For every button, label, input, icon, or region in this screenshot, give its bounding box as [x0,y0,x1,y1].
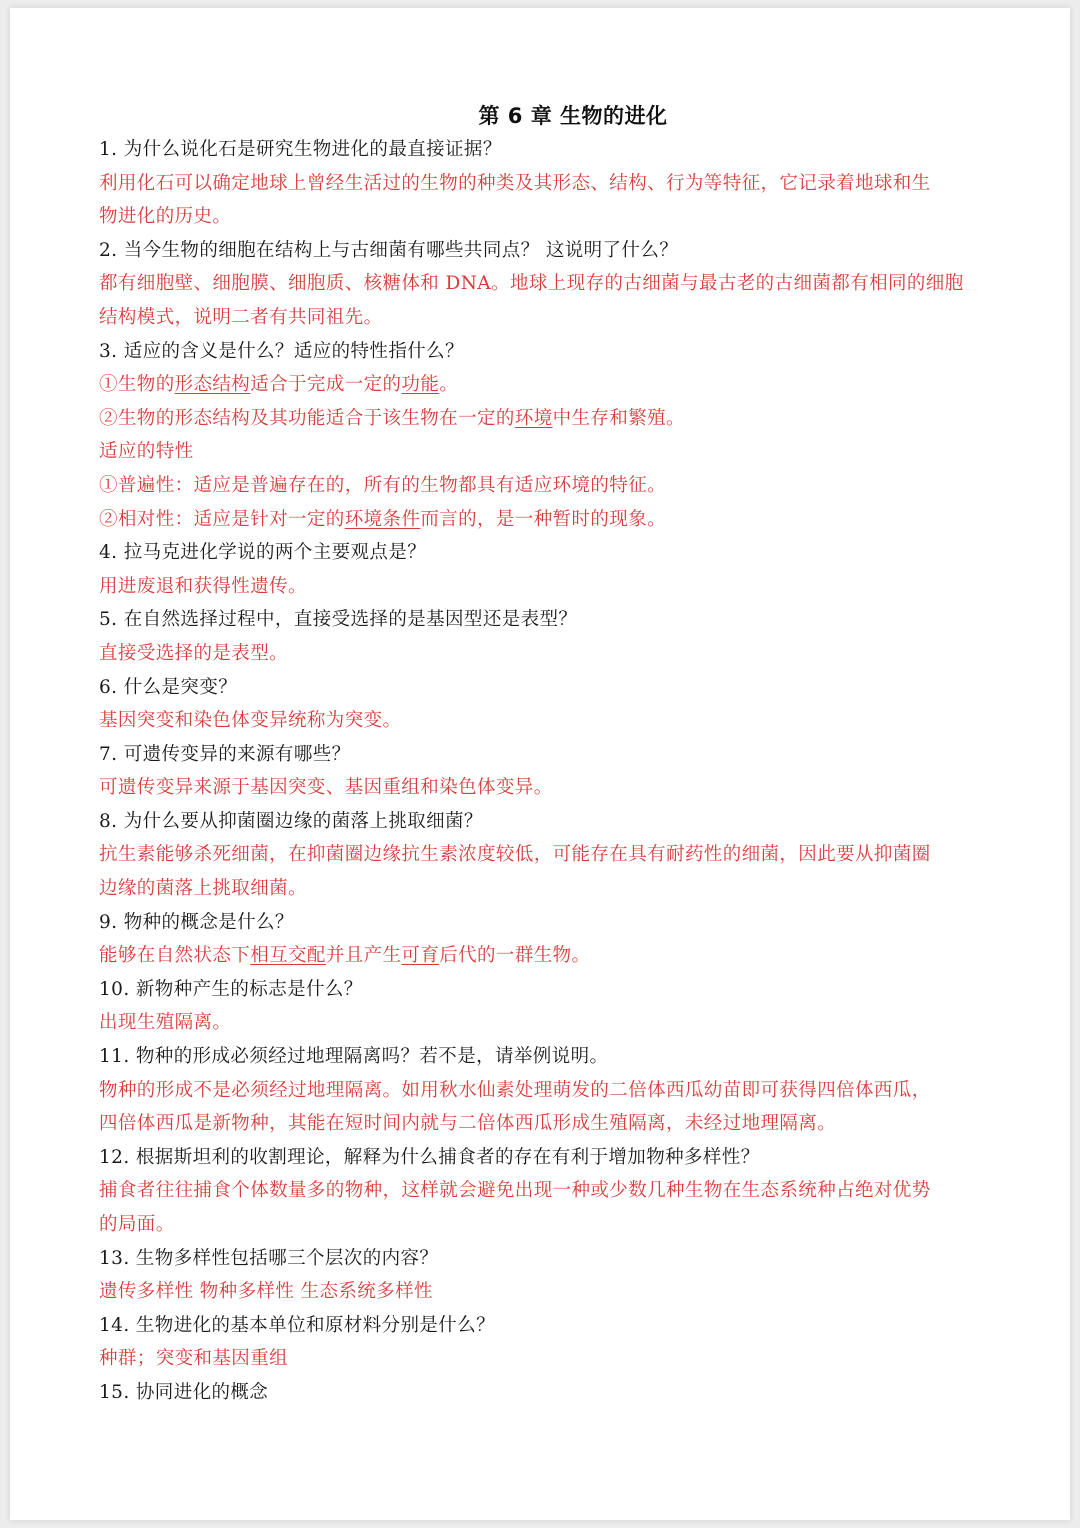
question-line: 2. 当今生物的细胞在结构上与古细菌有哪些共同点？ 这说明了什么？ [99,239,679,261]
question-line: 14. 生物进化的基本单位和原材料分别是什么？ [99,1314,496,1336]
underlined-term: 环境 [514,407,553,429]
question-line: 9. 物种的概念是什么？ [99,911,294,933]
answer-line [99,402,1004,436]
underlined-term: 相互交配 [250,945,326,967]
underlined-term: 功能 [401,374,440,396]
text-segment: 能够在自然状态下 [99,945,251,967]
answer-line: 四倍体西瓜是新物种，其能在短时间内就与二倍体西瓜形成生殖隔离，未经过地理隔离。 [99,1113,837,1135]
underlined-term: 可育 [401,945,440,967]
question-line: 1. 为什么说化石是研究生物进化的最直接证据？ [99,139,502,160]
answer-line: 都有细胞壁、细胞膜、细胞质、核糖体和 DNA。地球上现存的古细菌与最古老的古细菌都有相同的细胞 [99,273,964,295]
text-segment: 中生存和繁殖。 [552,407,685,429]
text-segment: ②生物的形态结构及其功能适合于该生物在一定的 [99,407,515,429]
question-line: 3. 适应的含义是什么？适应的特性指什么？ [99,340,464,362]
answer-line: 结构模式，说明二者有共同祖先。 [99,306,383,328]
answer-line: 出现生殖隔离。 [99,1012,232,1034]
document-page [10,8,1070,1520]
answer-line: 边缘的菌落上挑取细菌。 [99,878,307,900]
page-title: 第 6 章 生物的进化 [478,104,668,128]
answer-line: 种群；突变和基因重组 [99,1348,289,1370]
answer-line: 抗生素能够杀死细菌，在抑菌圈边缘抗生素浓度较低，可能存在具有耐药性的细菌，因此要从抑菌圈 [99,844,931,866]
question-line: 13. 生物多样性包括哪三个层次的内容？ [99,1247,439,1269]
answer-line: 用进废退和获得性遗传。 [99,575,307,597]
underlined-term: 环境条件 [344,508,421,530]
text-segment: ②相对性：适应是针对一定的 [99,508,345,530]
question-line: 6. 什么是突变？ [99,676,238,698]
answer-line [99,503,1004,537]
answer-line [99,368,1004,402]
question-line: 10. 新物种产生的标志是什么？ [99,978,363,1000]
answer-line: 捕食者往往捕食个体数量多的物种，这样就会避免出现一种或少数几种生物在生态系统种占绝对优势 [99,1180,931,1202]
text-segment: 而言的，是一种暂时的现象。 [420,508,667,530]
answer-line: 物种的形成不是必须经过地理隔离。如用秋水仙素处理萌发的二倍体西瓜幼苗即可获得四倍体西瓜， [99,1079,931,1101]
underlined-term: 形态结构 [174,374,251,396]
answer-line: 遗传多样性 物种多样性 生态系统多样性 [99,1281,433,1303]
question-line: 7. 可遗传变异的来源有哪些？ [99,743,351,765]
text-segment: ①生物的 [99,374,175,396]
text-segment: 适合于完成一定的 [250,374,402,396]
question-line: 11. 物种的形成必须经过地理隔离吗？若不是，请举例说明。 [99,1046,609,1068]
answer-line: 利用化石可以确定地球上曾经生活过的生物的种类及其形态、结构、行为等特征，它记录着地球和生 [99,172,931,194]
answer-line: ①普遍性：适应是普遍存在的，所有的生物都具有适应环境的特征。 [99,474,667,496]
question-line: 4. 拉马克进化学说的两个主要观点是？ [99,542,427,564]
answer-line: 适应的特性 [99,441,194,463]
text-segment: 。 [439,374,459,396]
answer-line: 基因突变和染色体变异统称为突变。 [99,710,402,732]
question-line: 5. 在自然选择过程中，直接受选择的是基因型还是表型？ [99,609,578,631]
answer-line: 物进化的历史。 [99,206,232,228]
question-line: 8. 为什么要从抑菌圈边缘的菌落上挑取细菌？ [99,810,483,832]
text-segment: 并且产生 [325,945,402,967]
question-line: 15. 协同进化的概念 [99,1381,269,1403]
answer-line [99,939,1004,973]
text-segment: 后代的一群生物。 [439,945,591,967]
question-line: 12. 根据斯坦利的收割理论，解释为什么捕食者的存在有利于增加物种多样性？ [99,1146,760,1168]
document-body [99,133,1004,1410]
answer-line: 的局面。 [99,1214,175,1235]
answer-line: 可遗传变异来源于基因突变、基因重组和染色体变异。 [99,777,553,799]
answer-line: 直接受选择的是表型。 [99,642,289,664]
